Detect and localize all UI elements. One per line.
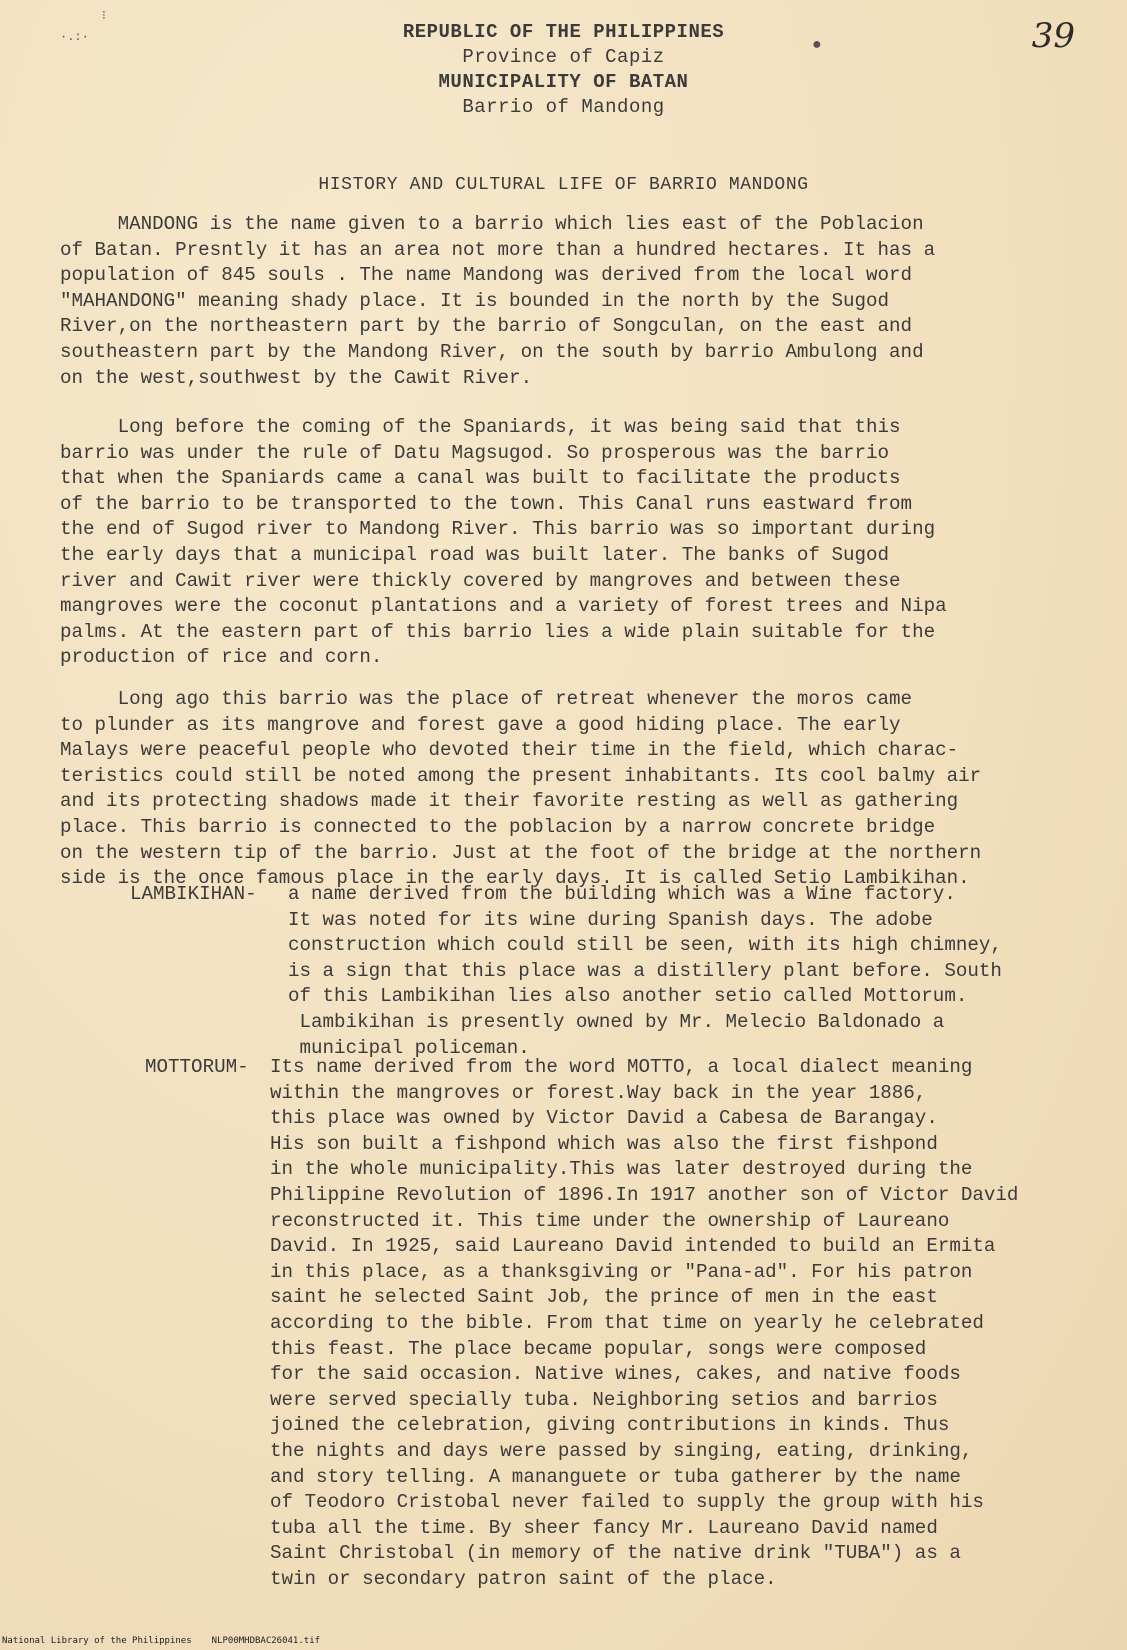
text-line: David. In 1925, said Laureano David intended to build an Ermita xyxy=(270,1235,996,1258)
document-title: HISTORY AND CULTURAL LIFE OF BARRIO MANDONG xyxy=(318,175,809,195)
text-line: saint he selected Saint Job, the prince of men in the east xyxy=(270,1286,938,1309)
text-line: municipal policeman. xyxy=(288,1036,530,1059)
text-line: the nights and days were passed by singing, eating, drinking, xyxy=(270,1439,973,1462)
text-line: that when the Spaniards came a canal was built to facilitate the products xyxy=(60,467,901,490)
text-line: MANDONG is the name given to a barrio which lies east of the Poblacion xyxy=(60,213,924,235)
text-line: southeastern part by the Mandong River, on the south by barrio Ambulong and xyxy=(60,340,924,363)
text-line: reconstructed it. This time under the ownership of Laureano xyxy=(270,1209,950,1232)
text-line: Lambikihan is presently owned by Mr. Melecio Baldonado a xyxy=(288,1010,945,1033)
entry-lambikihan xyxy=(130,882,1030,1072)
header-province: Province of Capiz xyxy=(462,46,665,68)
text-line: place. This barrio is connected to the poblacion by a narrow concrete bridge xyxy=(60,815,936,838)
text-line: mangroves were the coconut plantations and a variety of forest trees and Nipa xyxy=(60,595,947,618)
text-line: Its name derived from the word MOTTO, a local dialect meaning xyxy=(270,1056,973,1078)
text-line: to plunder as its mangrove and forest gave a good hiding place. The early xyxy=(60,713,901,736)
text-line: the end of Sugod river to Mandong River. This barrio was so important during xyxy=(60,518,936,541)
text-line: the early days that a municipal road was built later. The banks of Sugod xyxy=(60,543,890,566)
text-line: within the mangroves or forest.Way back in the year 1886, xyxy=(270,1081,927,1104)
text-line: river and Cawit river were thickly covered by mangroves and between these xyxy=(60,569,901,592)
text-line: this feast. The place became popular, songs were composed xyxy=(270,1337,927,1360)
text-line: tuba all the time. By sheer fancy Mr. Laureano David named xyxy=(270,1516,938,1539)
header-municipality: MUNICIPALITY OF BATAN xyxy=(438,71,689,93)
text-line: Saint Christobal (in memory of the native drink "TUBA") as a xyxy=(270,1542,961,1565)
text-line: His son built a fishpond which was also the first fishpond xyxy=(270,1132,938,1155)
text-line: of the barrio to be transported to the town. This Canal runs eastward from xyxy=(60,492,913,515)
paragraph-1 xyxy=(60,212,1040,391)
text-line: of Batan. Presntly it has an area not more than a hundred hectares. It has a xyxy=(60,238,936,261)
text-line: for the said occasion. Native wines, cakes, and native foods xyxy=(270,1363,961,1386)
footer-file: NLP00MHDBAC26041.tif xyxy=(211,1636,321,1646)
text-line: on the west,southwest by the Cawit River. xyxy=(60,366,533,389)
text-line: population of 845 souls . The name Mandong was derived from the local word xyxy=(60,264,913,287)
text-line: Malays were peaceful people who devoted their time in the field, which charac- xyxy=(60,739,959,762)
text-line: is a sign that this place was a distillery plant before. South xyxy=(288,959,1002,982)
text-line: of Teodoro Cristobal never failed to supply the group with his xyxy=(270,1491,984,1514)
text-line: according to the bible. From that time on yearly he celebrated xyxy=(270,1311,984,1334)
text-line: teristics could still be noted among the present inhabitants. Its cool balmy air xyxy=(60,764,982,787)
text-line: joined the celebration, giving contributions in kinds. Thus xyxy=(270,1414,950,1437)
header-barrio: Barrio of Mandong xyxy=(462,96,665,118)
text-line: It was noted for its wine during Spanish days. The adobe xyxy=(288,908,933,931)
text-line: barrio was under the rule of Datu Magsugod. So prosperous was the barrio xyxy=(60,441,890,464)
header-republic: REPUBLIC OF THE PHILIPPINES xyxy=(402,21,725,43)
text-line: Long ago this barrio was the place of retreat whenever the moros came xyxy=(60,688,913,710)
entry-label: MOTTORUM- xyxy=(145,1056,249,1078)
entry-label: LAMBIKIHAN- xyxy=(130,883,257,905)
text-line: a name derived from the building which was a Wine factory. xyxy=(288,883,956,905)
text-line: in this place, as a thanksgiving or "Pana-ad". For his patron xyxy=(270,1260,973,1283)
text-line: were served specially tuba. Neighboring setios and barrios xyxy=(270,1388,938,1411)
entry-mottorum xyxy=(145,1055,1105,1605)
text-line: construction which could still be seen, with its high chimney, xyxy=(288,934,1002,957)
entry-body xyxy=(270,1055,1018,1592)
text-line: in the whole municipality.This was later destroyed during the xyxy=(270,1158,973,1181)
ink-speck: ·.:· xyxy=(60,30,89,44)
text-line: River,on the northeastern part by the barrio of Songculan, on the east and xyxy=(60,315,913,338)
text-line: Long before the coming of the Spaniards, it was being said that this xyxy=(60,416,901,438)
paragraph-2 xyxy=(60,415,1040,671)
text-line: palms. At the eastern part of this barrio lies a wide plain suitable for the xyxy=(60,620,936,643)
ink-speck: ● xyxy=(812,36,822,54)
document-header xyxy=(0,20,1127,120)
text-line: "MAHANDONG" meaning shady place. It is bounded in the north by the Sugod xyxy=(60,289,890,312)
text-line: twin or secondary patron saint of the place. xyxy=(270,1567,777,1590)
text-line: side is the once famous place in the early days. It is called Setio Lambikihan. xyxy=(60,867,970,890)
text-line: this place was owned by Victor David a Cabesa de Barangay. xyxy=(270,1107,938,1130)
text-line: production of rice and corn. xyxy=(60,646,383,669)
ink-speck: ⁝ xyxy=(102,9,106,23)
paragraph-3 xyxy=(60,687,1040,892)
text-line: and its protecting shadows made it their favorite resting as well as gathering xyxy=(60,790,959,813)
footer-library: National Library of the Philippines xyxy=(2,1636,192,1646)
entry-body xyxy=(288,882,1002,1061)
text-line: Philippine Revolution of 1896.In 1917 another son of Victor David xyxy=(270,1183,1019,1206)
text-line: of this Lambikihan lies also another setio called Mottorum. xyxy=(288,985,968,1008)
text-line: and story telling. A mananguete or tuba gatherer by the name xyxy=(270,1465,961,1488)
page-number: 39 xyxy=(1031,16,1075,56)
text-line: on the western tip of the barrio. Just at the foot of the bridge at the northern xyxy=(60,841,982,864)
scan-footer xyxy=(2,1636,340,1646)
